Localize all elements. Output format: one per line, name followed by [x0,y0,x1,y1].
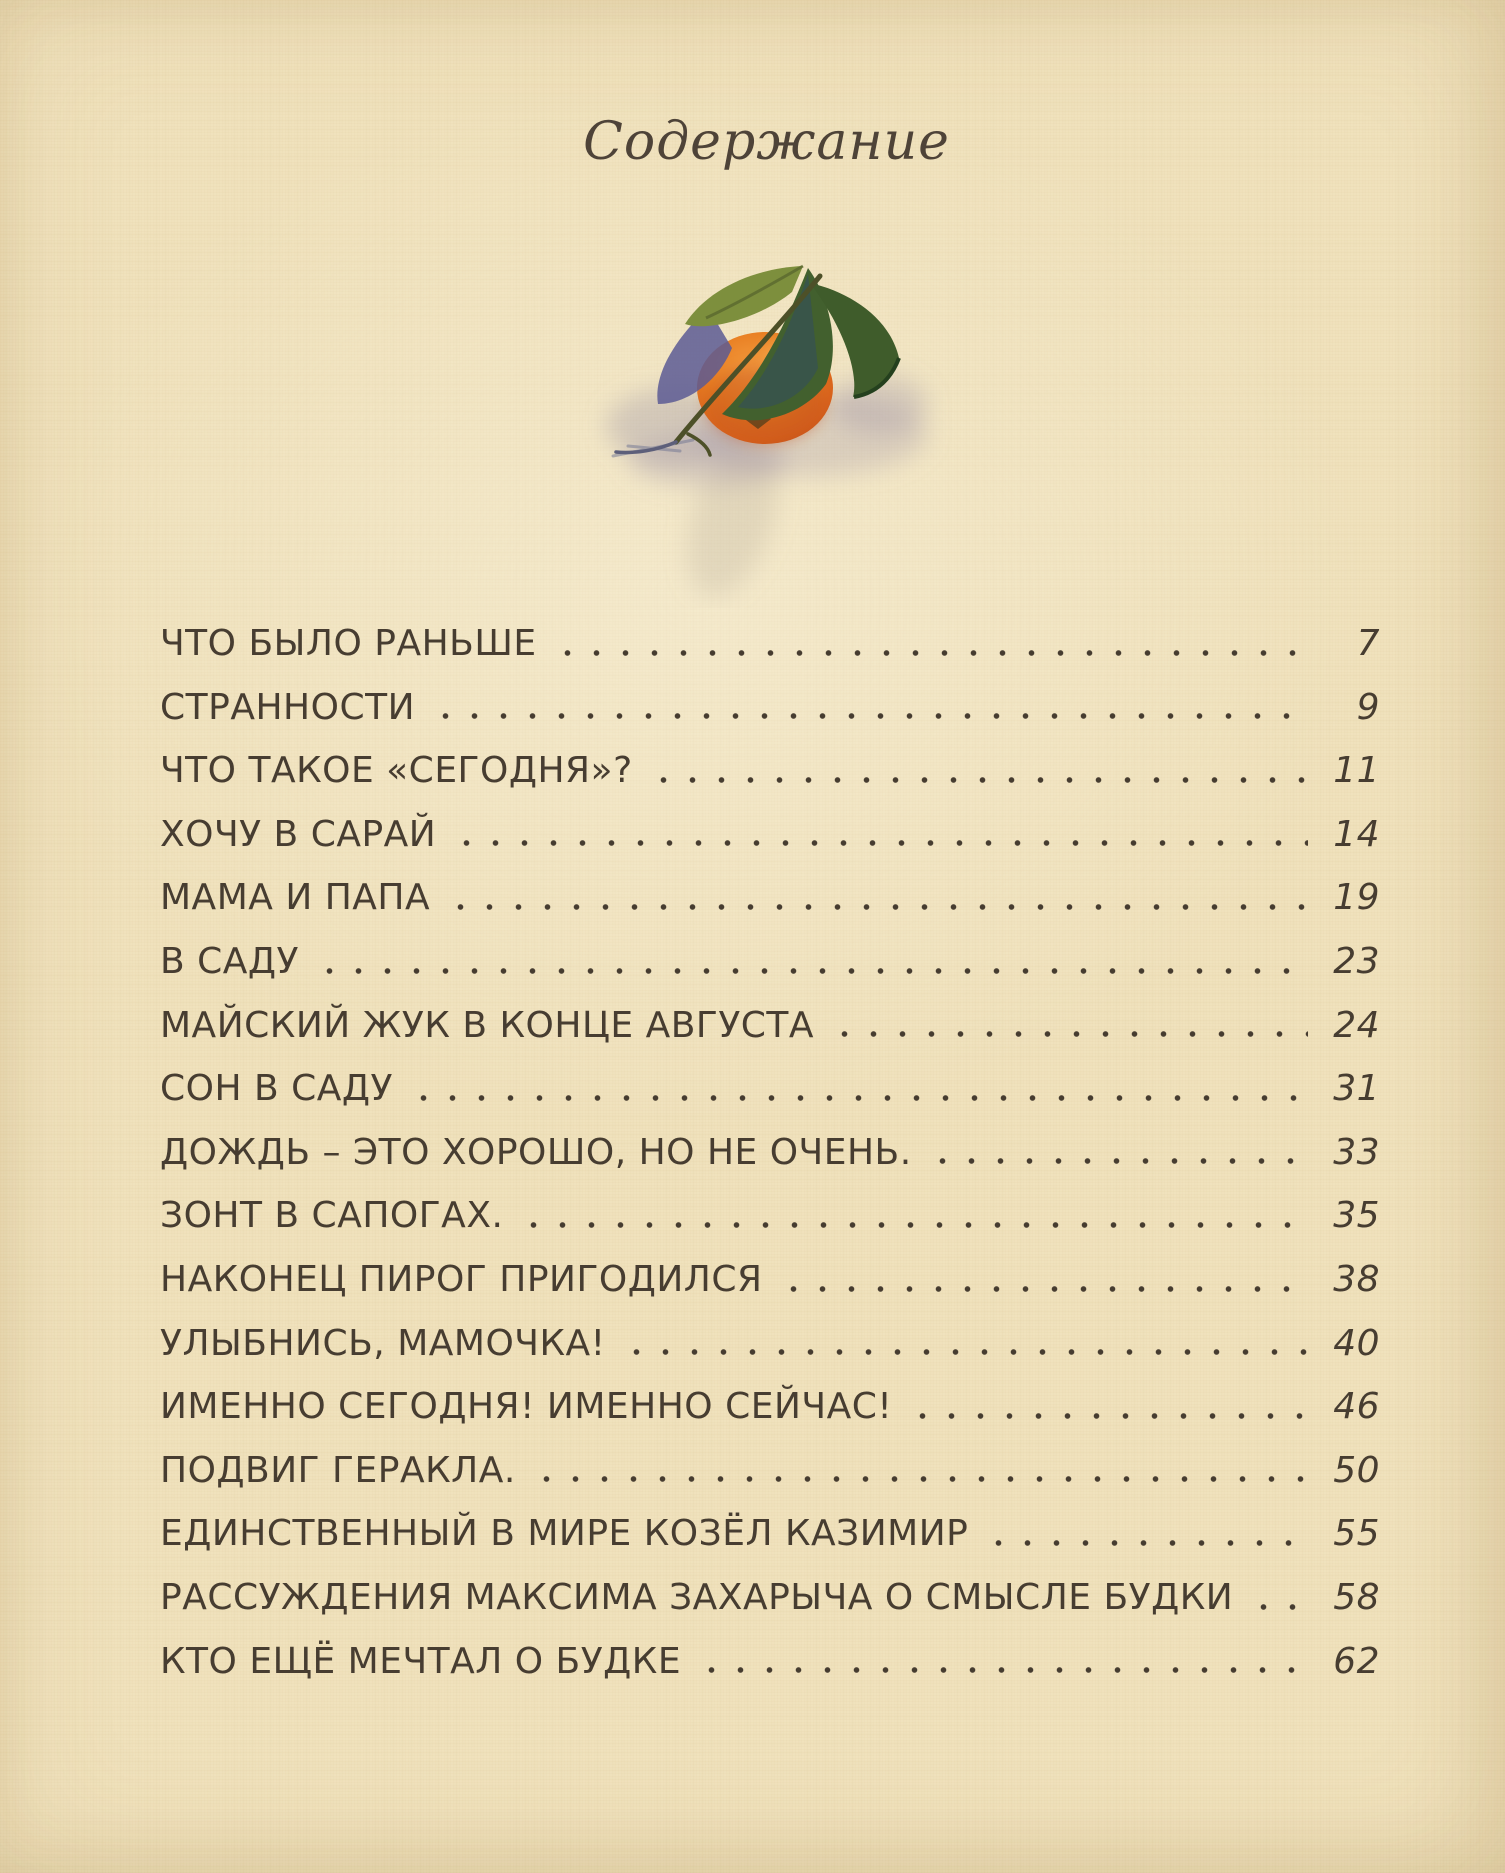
entry-page-number: 11 [1333,750,1380,792]
entry-page-number: 46 [1333,1386,1380,1428]
entry-title: МАМА И ПАПА [160,877,431,919]
toc-entry [160,1312,1380,1376]
toc-entry [160,994,1380,1058]
toc-entry [160,1057,1380,1121]
entry-title: ПОДВИГ ГЕРАКЛА. [160,1449,516,1491]
toc-entry [160,803,1380,867]
leader-dots [553,650,1308,656]
toc-entry [160,1566,1380,1630]
entry-page-number: 58 [1333,1576,1380,1618]
leader-dots [928,1158,1308,1164]
entry-title: СТРАННОСТИ [160,686,415,728]
toc-entry [160,930,1380,994]
tangerine-illustration [558,188,978,608]
leader-dots [779,1286,1308,1292]
entry-page-number: 24 [1333,1004,1380,1046]
leader-dots [519,1222,1308,1228]
entry-title: В САДУ [160,940,299,982]
leader-dots [431,713,1308,719]
entry-page-number: 14 [1333,813,1380,855]
page-title: Содержание [583,112,950,172]
entry-page-number: 35 [1333,1195,1380,1237]
leader-dots [452,840,1308,846]
entry-title: ХОЧУ В САРАЙ [160,813,437,855]
entry-page-number: 38 [1333,1258,1380,1300]
entry-page-number: 9 [1356,686,1380,728]
entry-title: ЧТО ТАКОЕ «СЕГОДНЯ»? [160,750,633,792]
toc-entry [160,1248,1380,1312]
entry-page-number: 33 [1333,1131,1380,1173]
leader-dots [315,968,1308,974]
leader-dots [409,1095,1308,1101]
leader-dots [1249,1604,1308,1610]
toc-entry [160,1439,1380,1503]
toc-list [160,612,1380,1693]
entry-title: СОН В САДУ [160,1068,393,1110]
toc-entry [160,1630,1380,1694]
leader-dots [697,1667,1308,1673]
entry-page-number: 23 [1333,940,1380,982]
entry-title: КТО ЕЩЁ МЕЧТАЛ О БУДКЕ [160,1640,682,1682]
entry-page-number: 19 [1333,877,1380,919]
entry-page-number: 40 [1333,1322,1380,1364]
toc-entry [160,1184,1380,1248]
entry-title: ЧТО БЫЛО РАНЬШЕ [160,623,537,664]
entry-page-number: 50 [1333,1449,1380,1491]
entry-title: ЕДИНСТВЕННЫЙ В МИРЕ КОЗЁЛ КАЗИМИР [160,1513,969,1555]
leader-dots [446,904,1308,910]
leader-dots [532,1476,1308,1482]
entry-page-number: 7 [1356,623,1380,664]
entry-page-number: 31 [1333,1068,1380,1110]
entry-title: ИМЕННО СЕГОДНЯ! ИМЕННО СЕЙЧАС! [160,1386,893,1428]
entry-title: УЛЫБНИСЬ, МАМОЧКА! [160,1322,606,1364]
toc-entry [160,1121,1380,1185]
entry-title: ЗОНТ В САПОГАХ. [160,1195,504,1237]
entry-title: НАКОНЕЦ ПИРОГ ПРИГОДИЛСЯ [160,1258,763,1300]
leader-dots [830,1031,1308,1037]
toc-entry [160,612,1380,676]
toc-entry [160,739,1380,803]
toc-entry [160,676,1380,740]
leader-dots [622,1349,1308,1355]
toc-entry [160,1502,1380,1566]
entry-title: ДОЖДЬ – ЭТО ХОРОШО, НО НЕ ОЧЕНЬ. [160,1131,912,1173]
toc-entry [160,1375,1380,1439]
entry-page-number: 62 [1333,1640,1380,1682]
toc-entry [160,866,1380,930]
entry-title: РАССУЖДЕНИЯ МАКСИМА ЗАХАРЫЧА О СМЫСЛЕ БУДКИ [160,1576,1234,1618]
leader-dots [908,1413,1308,1419]
entry-page-number: 55 [1333,1513,1380,1555]
entry-title: МАЙСКИЙ ЖУК В КОНЦЕ АВГУСТА [160,1004,815,1046]
leader-dots [649,777,1308,783]
leader-dots [984,1540,1308,1546]
